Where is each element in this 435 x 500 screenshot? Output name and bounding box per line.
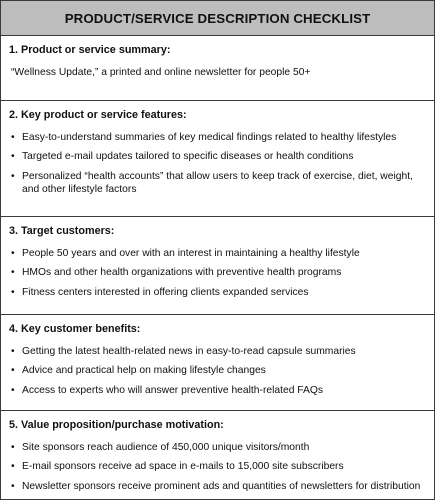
section-product-summary [1, 36, 434, 101]
bullet-list [9, 345, 426, 397]
list-item-text: Fitness centers interested in offering clients expanded services [22, 286, 309, 298]
summary-text: “Wellness Update,” a printed and online newsletter for people 50+ [11, 67, 311, 78]
list-item [9, 480, 426, 493]
list-item-text: Advice and practical help on making lifestyle changes [22, 365, 266, 377]
bullet-icon: • [11, 442, 15, 453]
list-item [9, 150, 426, 163]
bullet-icon: • [11, 480, 15, 492]
section-target-customers [1, 217, 434, 315]
bullet-list [9, 131, 426, 197]
section-customer-benefits [1, 315, 434, 411]
section-heading: 2. Key product or service features: [9, 109, 187, 121]
bullet-icon: • [11, 384, 15, 396]
list-item [9, 345, 426, 358]
list-item [9, 266, 426, 279]
bullet-icon: • [11, 286, 15, 298]
list-item [9, 170, 426, 197]
list-item [9, 247, 426, 260]
list-item [9, 441, 426, 454]
bullet-icon: • [11, 170, 15, 182]
bullet-icon: • [11, 151, 15, 163]
list-item-text: Personalized “health accounts” that allow users to keep track of exercise, diet, weight, and other lifestyle factors [22, 170, 413, 196]
list-item [9, 460, 426, 473]
bullet-list [9, 247, 426, 299]
list-item-text: Getting the latest health-related news in easy-to-read capsule summaries [22, 346, 356, 357]
list-item-text: People 50 years and over with an interest in maintaining a healthy lifestyle [22, 248, 360, 259]
list-item-text: E-mail sponsors receive ad space in e-mails to 15,000 site subscribers [22, 461, 344, 473]
list-item-text: HMOs and other health organizations with preventive health programs [22, 267, 342, 279]
section-value-proposition [1, 411, 434, 500]
bullet-icon: • [11, 248, 15, 259]
list-item [9, 364, 426, 377]
section-key-features [1, 101, 434, 217]
section-heading: 3. Target customers: [9, 225, 115, 237]
bullet-icon: • [11, 346, 15, 357]
section-heading: 4. Key customer benefits: [9, 323, 141, 335]
list-item-text: Easy-to-understand summaries of key medical findings related to healthy lifestyles [22, 132, 397, 143]
bullet-list [9, 441, 426, 493]
list-item-text: Newsletter sponsors receive prominent ads and quantities of newsletters for distribution [22, 480, 421, 492]
list-item [9, 286, 426, 299]
bullet-icon: • [11, 132, 15, 143]
list-item [9, 131, 426, 144]
list-item [9, 384, 426, 397]
section-heading: 1. Product or service summary: [9, 44, 171, 56]
section-heading: 5. Value proposition/purchase motivation: [9, 419, 224, 431]
list-item-text: Targeted e-mail updates tailored to specific diseases or health conditions [22, 151, 354, 163]
bullet-icon: • [11, 365, 15, 377]
bullet-icon: • [11, 267, 15, 279]
list-item-text: Access to experts who will answer preventive health-related FAQs [22, 384, 324, 396]
bullet-icon: • [11, 461, 15, 473]
checklist-title: PRODUCT/SERVICE DESCRIPTION CHECKLIST [1, 1, 434, 36]
list-item-text: Site sponsors reach audience of 450,000 unique visitors/month [22, 442, 310, 453]
